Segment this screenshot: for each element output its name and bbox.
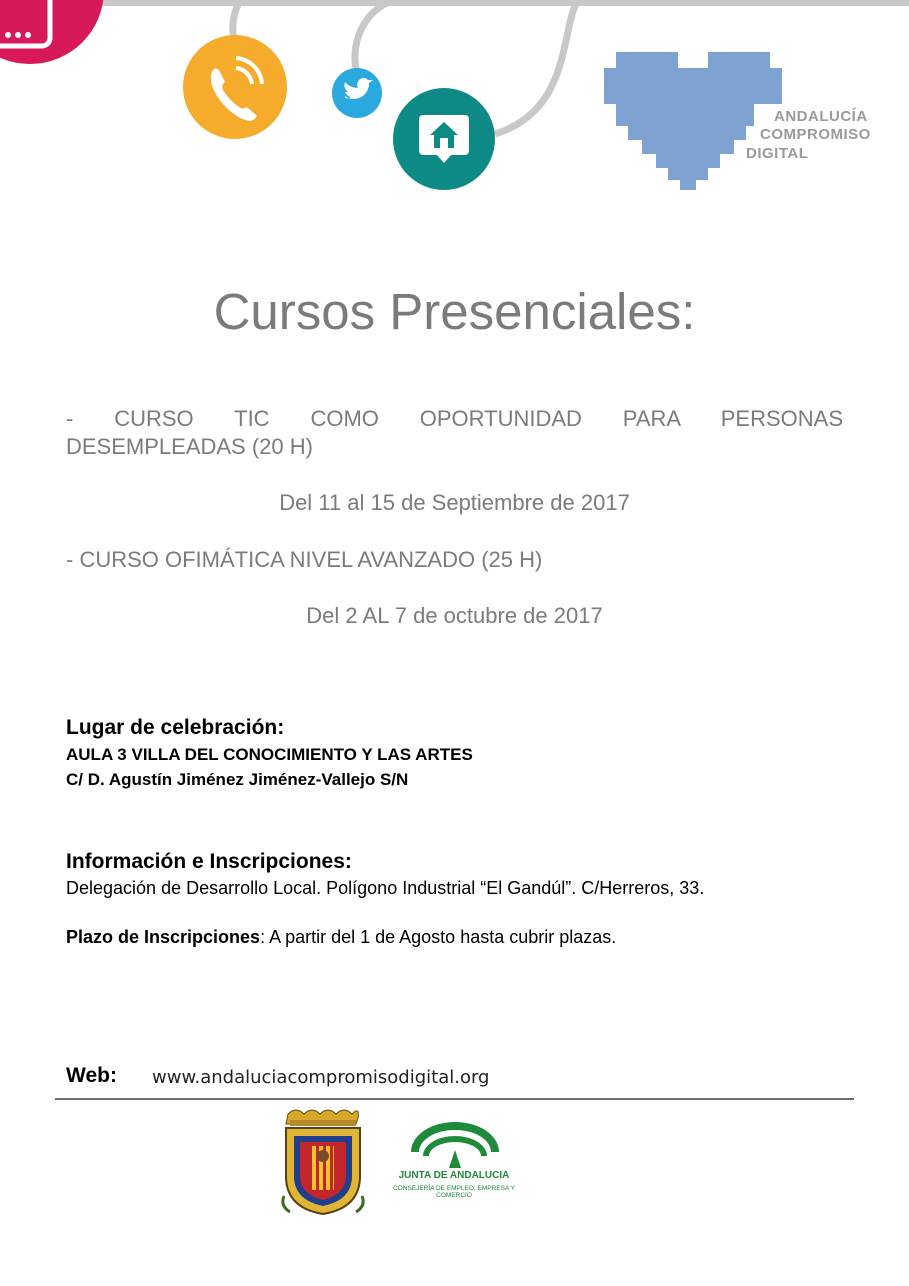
- phone-icon: [183, 35, 287, 139]
- page-title: Cursos Presenciales:: [213, 283, 696, 340]
- brand-line-3: DIGITAL: [746, 145, 809, 162]
- header-artwork: [0, 0, 909, 200]
- course1-line1: - CURSO TIC COMO OPORTUNIDAD PARA PERSONAS: [66, 406, 843, 431]
- web-label: Web:: [66, 1064, 117, 1087]
- info-heading: Información e Inscripciones:: [66, 850, 352, 873]
- venue-heading: Lugar de celebración:: [66, 716, 285, 739]
- mobile-phone-icon: [0, 0, 104, 64]
- deadline-line: [66, 927, 616, 948]
- venue-line2: C/ D. Agustín Jiménez Jiménez-Vallejo S/N: [66, 770, 409, 789]
- brand-line-1: ANDALUCÍA: [774, 108, 868, 125]
- course1-line2: DESEMPLEADAS (20 H): [66, 434, 313, 459]
- course2-dates: Del 2 AL 7 de octubre de 2017: [306, 603, 603, 628]
- course2-title: - CURSO OFIMÁTICA NIVEL AVANZADO (25 H): [66, 547, 543, 572]
- course1-title: [66, 405, 843, 461]
- course1-dates: Del 11 al 15 de Septiembre de 2017: [279, 490, 630, 515]
- brand-line-2: COMPROMISO: [760, 126, 871, 143]
- pixel-heart-logo: [604, 52, 782, 190]
- deadline-label: Plazo de Inscripciones: [66, 927, 261, 947]
- venue-line1: AULA 3 VILLA DEL CONOCIMIENTO Y LAS ARTES: [66, 745, 473, 764]
- junta-department: CONSEJERÍA DE EMPLEO, EMPRESA Y COMERCIO: [393, 1185, 515, 1199]
- info-address: Delegación de Desarrollo Local. Polígono Industrial “El Gandúl”. C/Herreros, 33.: [66, 878, 705, 898]
- deadline-text: : A partir del 1 de Agosto hasta cubrir plazas.: [260, 927, 617, 947]
- municipal-coat-of-arms-logo: [278, 1106, 368, 1218]
- junta-name: JUNTA DE ANDALUCIA: [398, 1170, 510, 1181]
- footer-divider: [55, 1098, 854, 1100]
- twitter-bird-icon: [332, 68, 382, 118]
- junta-de-andalucia-logo: [405, 1116, 505, 1172]
- home-pin-icon: [393, 88, 495, 190]
- web-url-link[interactable]: www.andaluciacompromisodigital.org: [152, 1067, 490, 1088]
